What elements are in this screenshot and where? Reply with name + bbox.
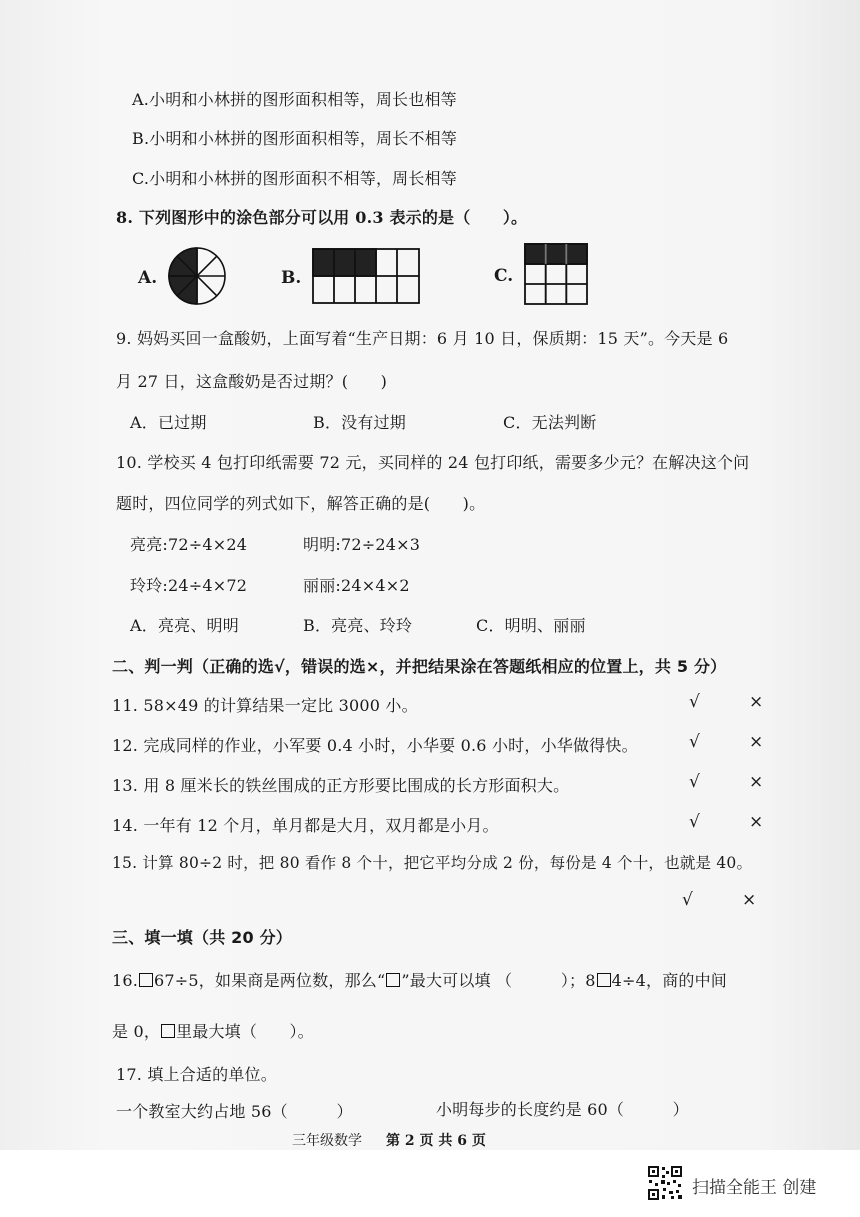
judge-item-12: 12. 完成同样的作业，小军要 0.4 小时，小华要 0.6 小时，小华做得快。 [112,736,638,755]
q8-label-c: C. [494,266,514,286]
q16-text-c: 4÷4，商的中间 [611,971,727,990]
circle-fraction-figure [166,245,228,307]
section-3-title: 三、填一填（共 20 分） [112,928,293,947]
q16-text-d: 是 0， [112,1022,161,1041]
q9-line-2: 月 27 日，这盒酸奶是否过期？( ) [116,372,388,391]
q10-expr-liangliang: 亮亮:72÷4×24 [130,535,248,554]
judge-item-11: 11. 58×49 的计算结果一定比 3000 小。 [112,696,418,715]
check-mark-icon[interactable]: √ [689,732,700,752]
judge-item-15: 15. 计算 80÷2 时，把 80 看作 8 个十，把它平均分成 2 份，每份是 4 个十，也就是 40。 [112,854,753,872]
q9-option-a: A．已过期 [130,413,207,432]
judge-item-13: 13. 用 8 厘米长的铁丝围成的正方形要比围成的长方形面积大。 [112,776,570,795]
blank-box [386,973,400,987]
grid-3x3-figure [524,243,588,305]
check-mark-icon[interactable]: √ [689,772,700,792]
q17-title: 17. 填上合适的单位。 [116,1065,277,1084]
scanner-brand-label: 扫描全能王 创建 [692,1178,817,1198]
q7-option-c: C.小明和小林拼的图形面积不相等，周长相等 [132,169,457,188]
q16-line-2 [112,1019,314,1042]
q8-label-b: B. [281,268,302,288]
q16-number: 16. [112,971,139,990]
q10-option-a: A．亮亮、明明 [130,616,239,635]
q16-text-e: 里最大填（ ）。 [176,1022,314,1041]
q16-text-b: ”最大可以填 （ ）；8 [401,971,596,990]
q16-text-a: 67÷5，如果商是两位数，那么“ [154,971,386,990]
cross-mark-icon[interactable]: × [742,890,757,910]
qr-code-icon [646,1164,684,1202]
q10-option-b: B．亮亮、玲玲 [303,616,413,635]
q9-option-c: C．无法判断 [503,413,597,432]
cross-mark-icon[interactable]: × [749,812,764,832]
grid-2x5-figure [312,248,420,304]
footer-subject: 三年级数学 [292,1133,362,1149]
q10-option-c: C．明明、丽丽 [476,616,586,635]
check-mark-icon[interactable]: √ [689,692,700,712]
cross-mark-icon[interactable]: × [749,692,764,712]
check-mark-icon[interactable]: √ [689,812,700,832]
blank-box[interactable] [597,973,611,987]
section-2-title: 二、判一判（正确的选√，错误的选×，并把结果涂在答题纸相应的位置上，共 5 分） [112,657,727,676]
q17-item-step: 小明每步的长度约是 60（ ） [436,1100,689,1119]
blank-box [161,1024,175,1038]
check-mark-icon[interactable]: √ [682,890,693,910]
blank-box[interactable] [139,973,153,987]
q9-option-b: B．没有过期 [313,413,406,432]
q7-option-a: A.小明和小林拼的图形面积相等，周长也相等 [132,90,457,109]
q8-question: 8. 下列图形中的涂色部分可以用 0.3 表示的是（ ）。 [116,208,528,227]
q17-item-classroom: 一个教室大约占地 56（ ） [116,1102,353,1121]
cross-mark-icon[interactable]: × [749,732,764,752]
q10-expr-lili: 丽丽:24×4×2 [303,576,410,595]
cross-mark-icon[interactable]: × [749,772,764,792]
judge-item-14: 14. 一年有 12 个月，单月都是大月，双月都是小月。 [112,816,499,835]
q10-line-1: 10. 学校买 4 包打印纸需要 72 元，买同样的 24 包打印纸，需要多少元？在解决这个问 [116,453,750,472]
q16-line-1 [112,968,727,991]
q9-line-1: 9. 妈妈买回一盒酸奶，上面写着“生产日期：6 月 10 日，保质期：15 天”。今天是 6 [116,329,729,348]
q10-line-2: 题时，四位同学的列式如下，解答正确的是( )。 [116,494,486,513]
q8-label-a: A. [138,268,158,288]
q7-option-b: B.小明和小林拼的图形面积相等，周长不相等 [132,129,458,148]
q10-expr-lingling: 玲玲:24÷4×72 [130,576,248,595]
footer-page: 第 2 页 共 6 页 [386,1133,486,1149]
q10-expr-mingming: 明明:72÷24×3 [303,535,421,554]
